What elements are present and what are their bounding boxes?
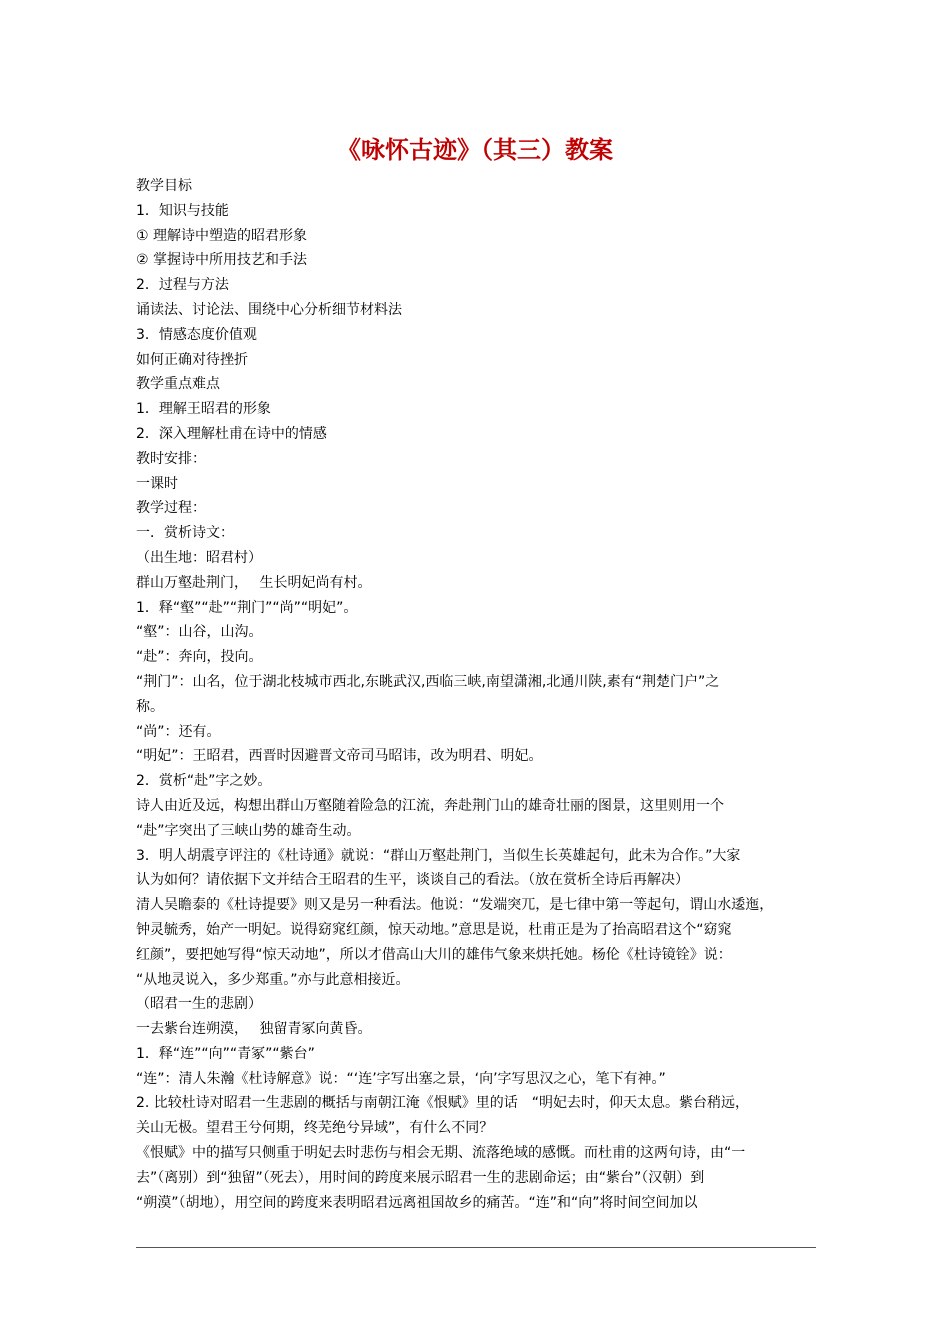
body-line: 认为如何？请依据下文并结合王昭君的生平，谈谈自己的看法。（放在赏析全诗后再解决） bbox=[136, 872, 689, 889]
body-line: 钟灵毓秀，始产一明妃。说得窈窕红颜，惊天动地。”意思是说，杜甫正是为了抬高昭君这个“窈窕 bbox=[136, 921, 732, 938]
body-line: 诗人由近及远，构想出群山万壑随着险急的江流，奔赴荆门山的雄奇壮丽的图景，这里则用一个 bbox=[136, 797, 724, 814]
body-line: 群山万壑赴荆门， 生长明妃尚有村。 bbox=[136, 574, 372, 591]
body-line: 如何正确对待挫折 bbox=[136, 351, 248, 368]
body-line: 《恨赋》中的描写只侧重于明妃去时悲伤与相会无期、流落绝域的感慨。而杜甫的这两句诗，由“一 bbox=[136, 1145, 746, 1162]
body-line: 去”（离别）到“独留”（死去），用时间的跨度来展示昭君一生的悲剧命运；由“紫台”（汉朝）到 bbox=[136, 1169, 705, 1186]
body-line: 1．释“壑”“赴”“荆门”“尚”“明妃”。 bbox=[136, 599, 358, 616]
body-line: 一课时 bbox=[136, 475, 178, 492]
body-line: 诵读法、讨论法、围绕中心分析细节材料法 bbox=[136, 301, 402, 318]
document-title: 《咏怀古迹》（其三）教案 bbox=[337, 136, 613, 164]
body-line: ① 理解诗中塑造的昭君形象 bbox=[136, 227, 308, 244]
body-line: 1．释“连”“向”“青冢”“紫台” bbox=[136, 1045, 315, 1062]
body-line: 一去紫台连朔漠， 独留青冢向黄昏。 bbox=[136, 1021, 372, 1038]
footer-divider bbox=[136, 1247, 816, 1248]
body-line: （昭君一生的悲剧） bbox=[136, 996, 262, 1013]
body-line: “赴”字突出了三峡山势的雄奇生动。 bbox=[136, 822, 361, 839]
body-line: 2．深入理解杜甫在诗中的情感 bbox=[136, 425, 327, 442]
body-line: “连”：清人朱瀚《杜诗解意》说：“‘连’字写出塞之景，‘向’字写思汉之心，笔下有神。” bbox=[136, 1070, 666, 1087]
body-line: 一．赏析诗文： bbox=[136, 525, 234, 542]
body-line: ② 掌握诗中所用技艺和手法 bbox=[136, 252, 308, 269]
body-line: 称。 bbox=[136, 698, 164, 715]
body-line: （出生地：昭君村） bbox=[136, 549, 262, 566]
body-line: 3．明人胡震亨评注的《杜诗通》就说：“群山万壑赴荆门，当似生长英雄起句，此未为合作。”大家 bbox=[136, 847, 741, 864]
body-line: “明妃”：王昭君，西晋时因避晋文帝司马昭讳，改为明君、明妃。 bbox=[136, 748, 543, 765]
body-line: 2．赏析“赴”字之妙。 bbox=[136, 773, 272, 790]
body-line: 2．过程与方法 bbox=[136, 277, 229, 294]
body-line: 关山无极。望君王兮何期，终芜绝兮异域”，有什么不同？ bbox=[136, 1120, 494, 1137]
body-line: 教学过程： bbox=[136, 500, 206, 517]
body-line: 清人吴瞻泰的《杜诗提要》则又是另一种看法。他说：“发端突兀，是七律中第一等起句，谓山水逶迤， bbox=[136, 897, 774, 914]
body-line: “赴”：奔向，投向。 bbox=[136, 649, 263, 666]
body-line: “荆门”：山名，位于湖北枝城市西北,东眺武汉,西临三峡,南望潇湘,北通川陕,素有“荆楚门户”之 bbox=[136, 673, 720, 690]
body-line: 3．情感态度价值观 bbox=[136, 326, 257, 343]
body-line: “尚”：还有。 bbox=[136, 723, 221, 740]
body-line: 教时安排： bbox=[136, 450, 206, 467]
body-line: 教学目标 bbox=[136, 178, 192, 194]
body-line: 1．理解王昭君的形象 bbox=[136, 401, 271, 418]
body-line: 教学重点难点 bbox=[136, 376, 220, 393]
body-line: 2. 比较杜诗对昭君一生悲剧的概括与南朝江淹《恨赋》里的话 “明妃去时，仰天太息。紫台稍远， bbox=[136, 1095, 750, 1112]
body-line: “朔漠”（胡地），用空间的跨度来表明昭君远离祖国故乡的痛苦。“连”和“向”将时间空间加以 bbox=[136, 1194, 698, 1211]
body-line: “从地灵说入，多少郑重。”亦与此意相接近。 bbox=[136, 971, 410, 988]
document-body bbox=[136, 174, 816, 1215]
body-line: “壑”：山谷，山沟。 bbox=[136, 624, 263, 641]
body-line: 1．知识与技能 bbox=[136, 202, 229, 219]
body-line: 红颜”，要把她写得“惊天动地”，所以才借高山大川的雄伟气象来烘托她。杨伦《杜诗镜铨》说： bbox=[136, 946, 732, 963]
